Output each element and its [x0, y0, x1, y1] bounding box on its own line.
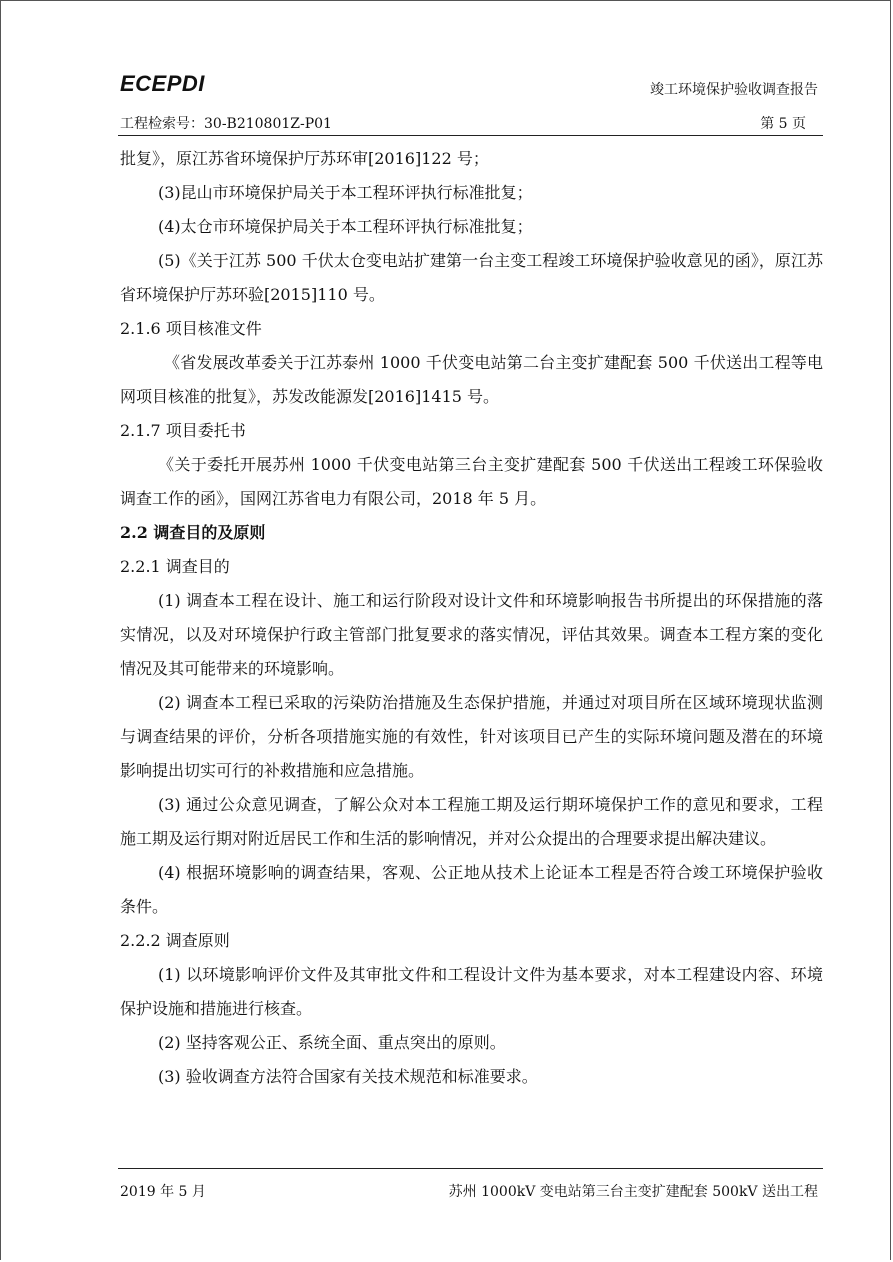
purpose-item-3: (3) 通过公众意见调查，了解公众对本工程施工期及运行期环境保护工作的意见和要求，工程施工期及运行期对附近居民工作和生活的影响情况，并对公众提出的合理要求提出解决建议。	[120, 795, 823, 848]
paragraph-approval-document: 《省发展改革委关于江苏泰州 1000 千伏变电站第二台主变扩建配套 500 千伏送出工程等电网项目核准的批复》，苏发改能源发[2016]1415 号。	[120, 353, 823, 406]
page-number: 第 5 页	[760, 116, 806, 132]
project-reference-number: 工程检索号：30-B210801Z-P01	[120, 116, 332, 132]
section-heading-2-1-7: 2.1.7 项目委托书	[120, 421, 246, 440]
header-divider	[118, 135, 823, 136]
purpose-item-4: (4) 根据环境影响的调查结果，客观、公正地从技术上论证本工程是否符合竣工环境保护验收条件。	[120, 863, 823, 916]
list-item-4: (4)太仓市环境保护局关于本工程环评执行标准批复；	[158, 217, 533, 236]
footer-date: 2019 年 5 月	[120, 1184, 206, 1200]
document-body	[120, 142, 823, 1094]
section-heading-2-1-6: 2.1.6 项目核准文件	[120, 319, 262, 338]
principle-item-1: (1) 以环境影响评价文件及其审批文件和工程设计文件为基本要求，对本工程建设内容、环境保护设施和措施进行核查。	[120, 965, 823, 1018]
section-heading-2-2: 2.2 调查目的及原则	[120, 523, 266, 542]
principle-item-3: (3) 验收调查方法符合国家有关技术规范和标准要求。	[158, 1067, 538, 1086]
purpose-item-2: (2) 调查本工程已采取的污染防治措施及生态保护措施，并通过对项目所在区域环境现状监测与调查结果的评价，分析各项措施实施的有效性，针对该项目已产生的实际环境问题及潜在的环境影响提出切实可行的补救措施和应急措施。	[120, 693, 823, 780]
list-item-3: (3)昆山市环境保护局关于本工程环评执行标准批复；	[158, 183, 533, 202]
principle-item-2: (2) 坚持客观公正、系统全面、重点突出的原则。	[158, 1033, 506, 1052]
list-item-5: (5)《关于江苏 500 千伏太仓变电站扩建第一台主变工程竣工环境保护验收意见的函》，原江苏省环境保护厅苏环验[2015]110 号。	[120, 251, 823, 304]
company-logo: ECEPDI	[120, 71, 205, 96]
footer-divider	[118, 1168, 823, 1169]
report-title: 竣工环境保护验收调查报告	[650, 82, 818, 98]
paragraph-commission-letter: 《关于委托开展苏州 1000 千伏变电站第三台主变扩建配套 500 千伏送出工程竣工环保验收调查工作的函》，国网江苏省电力有限公司，2018 年 5 月。	[120, 455, 823, 508]
section-heading-2-2-1: 2.2.1 调查目的	[120, 557, 230, 576]
purpose-item-1: (1) 调查本工程在设计、施工和运行阶段对设计文件和环境影响报告书所提出的环保措施的落实情况，以及对环境保护行政主管部门批复要求的落实情况，评估其效果。调查本工程方案的变化情况及其可能带来的环境影响。	[120, 591, 823, 678]
footer-project-name: 苏州 1000kV 变电站第三台主变扩建配套 500kV 送出工程	[448, 1184, 818, 1200]
section-heading-2-2-2: 2.2.2 调查原则	[120, 931, 230, 950]
paragraph-approval-continued: 批复》，原江苏省环境保护厅苏环审[2016]122 号；	[120, 149, 489, 168]
